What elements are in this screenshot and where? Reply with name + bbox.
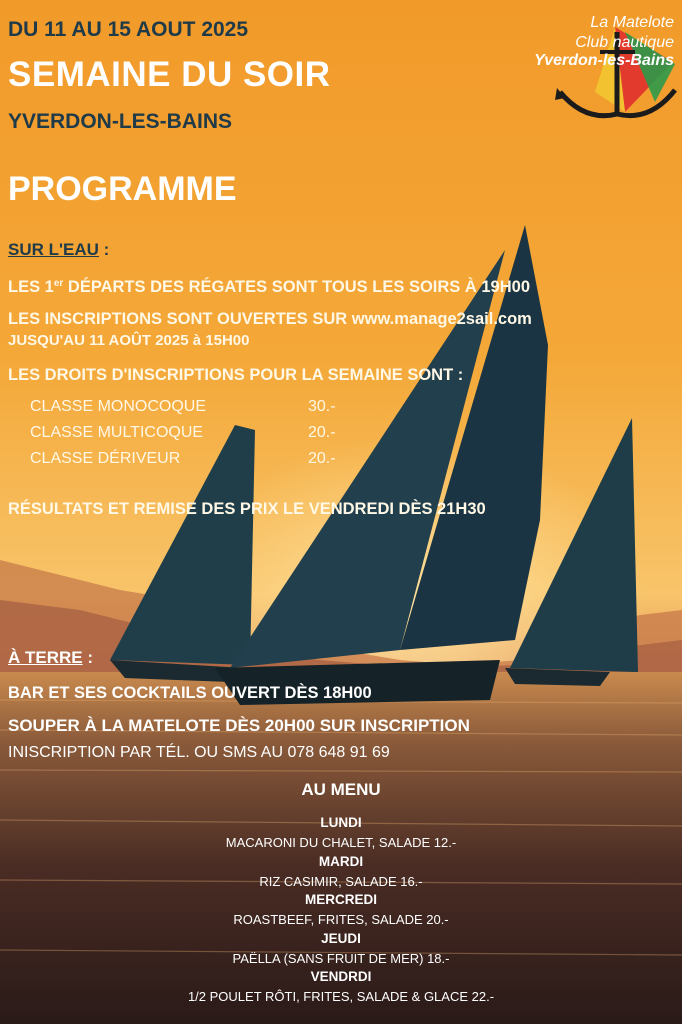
menu-day: VENDRDI — [310, 969, 372, 984]
regatta-start-line — [8, 278, 530, 297]
land-heading-text: À TERRE — [8, 648, 83, 667]
event-title: SEMAINE DU SOIR — [8, 55, 331, 94]
fees-intro: LES DROITS D'INSCRIPTIONS POUR LA SEMAINE SONT : — [8, 366, 464, 384]
water-heading-text: SUR L'EAU — [8, 240, 99, 259]
start-suffix: DÉPARTS DES RÉGATES SONT TOUS LES SOIRS À 19H00 — [63, 278, 530, 296]
event-dates: DU 11 AU 15 AOUT 2025 — [8, 18, 249, 41]
water-heading-colon: : — [98, 240, 110, 259]
event-city: YVERDON-LES-BAINS — [8, 110, 233, 133]
menu-dish: RIZ CASIMIR, SALADE 16.- — [259, 874, 423, 889]
fee-price: 20.- — [308, 424, 336, 441]
start-superscript: er — [53, 278, 64, 289]
logo-club: Club nautique — [575, 34, 674, 51]
menu-dish: MACARONI DU CHALET, SALADE 12.- — [225, 835, 457, 850]
menu-dish: ROASTBEEF, FRITES, SALADE 20.- — [233, 912, 449, 927]
logo-city: Yverdon-les-Bains — [534, 52, 674, 69]
menu-dish: 1/2 POULET RÔTI, FRITES, SALADE & GLACE 22.- — [187, 989, 495, 1004]
programme-title: PROGRAMME — [8, 170, 237, 208]
start-prefix: LES 1 — [8, 278, 54, 296]
water-heading — [8, 240, 109, 260]
phone-line: INISCRIPTION PAR TÉL. OU SMS AU 078 648 91 69 — [8, 744, 390, 761]
menu-day: MARDI — [318, 854, 364, 869]
land-heading-colon: : — [82, 648, 94, 667]
menu-dish: PAËLLA (SANS FRUIT DE MER) 18.- — [232, 951, 450, 966]
logo-name: La Matelote — [590, 14, 674, 31]
fee-price: 20.- — [308, 450, 336, 467]
menu-day: MERCREDI — [304, 892, 377, 907]
menu-title: AU MENU — [301, 780, 381, 799]
bar-line: BAR ET SES COCKTAILS OUVERT DÈS 18H00 — [8, 684, 372, 702]
menu-day: LUNDI — [320, 815, 362, 830]
menu-day: JEUDI — [321, 931, 361, 946]
results-line: RÉSULTATS ET REMISE DES PRIX LE VENDREDI DÈS 21H30 — [8, 500, 486, 518]
fee-price: 30.- — [308, 398, 336, 415]
dinner-line: SOUPER À LA MATELOTE DÈS 20H00 SUR INSCRIPTION — [8, 716, 470, 735]
land-heading — [8, 648, 93, 668]
club-logo — [440, 12, 680, 122]
fee-label: CLASSE MULTICOQUE — [30, 424, 204, 441]
fee-label: CLASSE MONOCOQUE — [30, 398, 207, 415]
registration-line: LES INSCRIPTIONS SONT OUVERTES SUR www.manage2sail.com — [8, 310, 532, 328]
fee-label: CLASSE DÉRIVEUR — [30, 450, 181, 467]
registration-deadline: JUSQU'AU 11 AOÛT 2025 à 15H00 — [8, 332, 250, 349]
